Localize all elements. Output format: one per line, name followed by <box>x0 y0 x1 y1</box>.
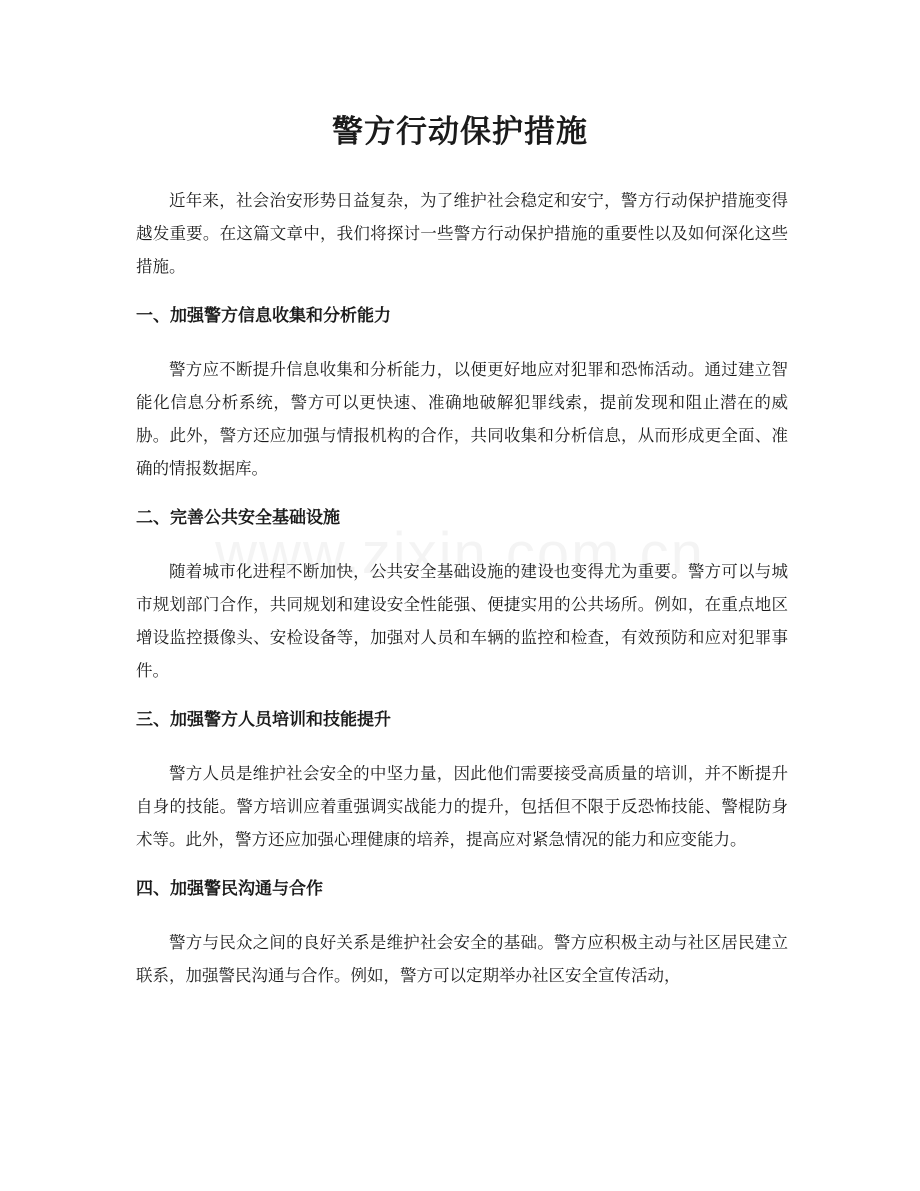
section-body-1: 警方应不断提升信息收集和分析能力，以便更好地应对犯罪和恐怖活动。通过建立智能化信息分析系统，警方可以更快速、准确地破解犯罪线索，提前发现和阻止潜在的威胁。此外，警方还应加强与情报机构的合作，共同收集和分析信息，从而形成更全面、准确的情报数据库。 <box>136 360 788 478</box>
section-body-3: 警方人员是维护社会安全的中坚力量，因此他们需要接受高质量的培训，并不断提升自身的技能。警方培训应着重强调实战能力的提升，包括但不限于反恐怖技能、警棍防身术等。此外，警方还应加强心理健康的培养，提高应对紧急情况的能力和应变能力。 <box>136 764 788 849</box>
section-body-4: 警方与民众之间的良好关系是维护社会安全的基础。警方应积极主动与社区居民建立联系，加强警民沟通与合作。例如，警方可以定期举办社区安全宣传活动， <box>136 933 788 985</box>
section-heading-1: 一、加强警方信息收集和分析能力 <box>136 306 391 326</box>
document-body <box>136 184 788 992</box>
section-heading-2: 二、完善公共安全基础设施 <box>136 508 340 528</box>
intro-paragraph: 近年来，社会治安形势日益复杂，为了维护社会稳定和安宁，警方行动保护措施变得越发重要。在这篇文章中，我们将探讨一些警方行动保护措施的重要性以及如何深化这些措施。 <box>136 191 788 276</box>
section-body-2: 随着城市化进程不断加快，公共安全基础设施的建设也变得尤为重要。警方可以与城市规划部门合作，共同规划和建设安全性能强、便捷实用的公共场所。例如，在重点地区增设监控摄像头、安检设备等，加强对人员和车辆的监控和检查，有效预防和应对犯罪事件。 <box>136 562 788 680</box>
section-heading-3: 三、加强警方人员培训和技能提升 <box>136 710 391 730</box>
page-title: 警方行动保护措施 <box>332 114 588 150</box>
section-heading-4: 四、加强警民沟通与合作 <box>136 879 323 899</box>
